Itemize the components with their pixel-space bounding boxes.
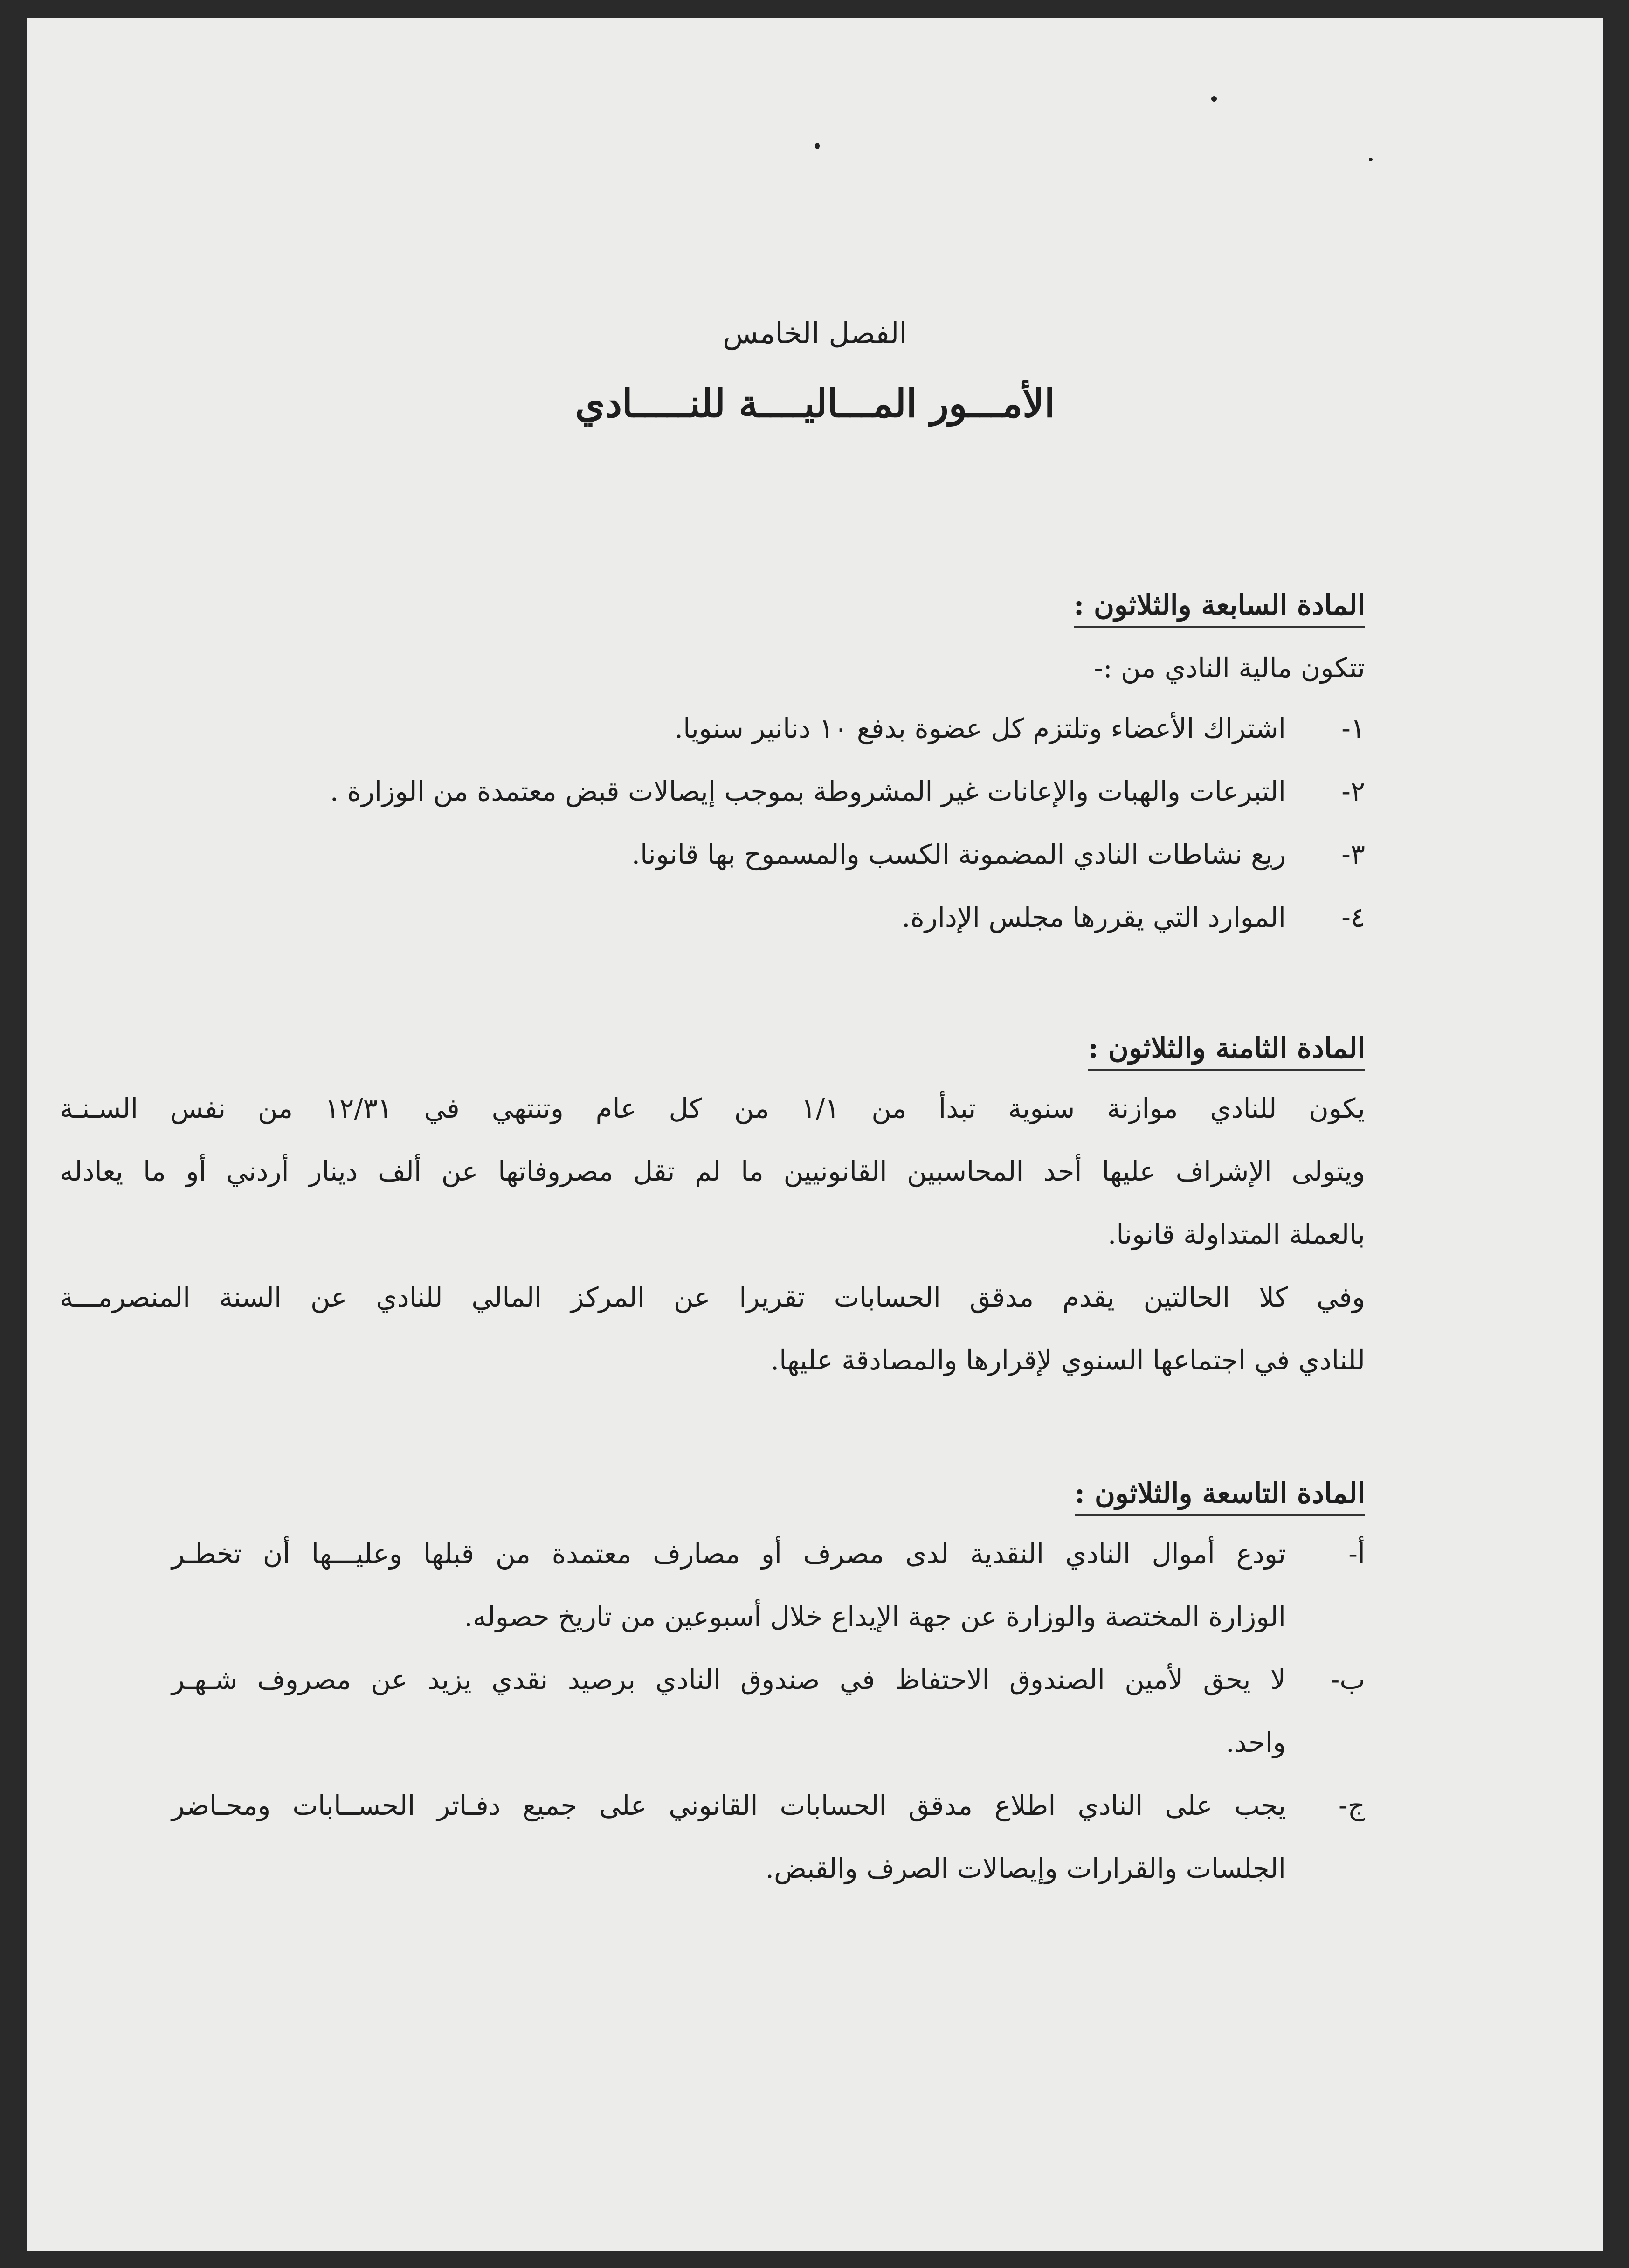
article-37-item-2-number: ٢-: [1341, 775, 1365, 807]
article-38-paragraph-line: وفي كلا الحالتين يقدم مدقق الحسابات تقريرا عن المركز المالي للنادي عن السنة المنصرمـــة: [60, 1281, 1365, 1313]
article-37-item-3-text: ريع نشاطات النادي المضمونة الكسب والمسموح بها قانونا.: [631, 838, 1286, 870]
article-38-heading: المادة الثامنة والثلاثون :: [1088, 1032, 1365, 1071]
article-38-paragraph-line: للنادي في اجتماعها السنوي لإقرارها والمصادقة عليها.: [770, 1344, 1365, 1376]
article-39-item-c-marker: ج-: [1338, 1790, 1365, 1821]
article-37-heading: المادة السابعة والثلاثون :: [1074, 589, 1365, 628]
article-37-intro: تتكون مالية النادي من :-: [1094, 652, 1365, 684]
article-38-paragraph-line: ويتولى الإشراف عليها أحد المحاسبين القانونيين ما لم تقل مصروفاتها عن ألف دينار أردني أو ما يعادله: [60, 1155, 1365, 1187]
article-37-item-1-number: ١-: [1341, 712, 1365, 744]
article-37-item-4-text: الموارد التي يقررها مجلس الإدارة.: [902, 901, 1286, 933]
article-37-item-3-number: ٣-: [1341, 838, 1365, 870]
article-39-item-a-line: تودع أموال النادي النقدية لدى مصرف أو مصارف معتمدة من قبلها وعليـــها أن تخطـر: [172, 1538, 1286, 1570]
article-37-item-2-text: التبرعات والهبات والإعانات غير المشروطة بموجب إيصالات قبض معتمدة من الوزارة .: [330, 775, 1286, 807]
article-39-item-c-line: الجلسات والقرارات وإيصالات الصرف والقبض.: [765, 1853, 1286, 1884]
chapter-label: الفصل الخامس: [723, 316, 907, 350]
article-39-item-a-marker: أ-: [1348, 1538, 1365, 1570]
article-38-paragraph-line: يكون للنادي موازنة سنوية تبدأ من ١/١ من كل عام وتنتهي في ١٢/٣١ من نفس السـنـة: [60, 1093, 1365, 1124]
document-page: [27, 18, 1603, 2251]
article-39-item-a-line: الوزارة المختصة والوزارة عن جهة الإيداع خلال أسبوعين من تاريخ حصوله.: [464, 1601, 1286, 1632]
article-39-item-c-line: يجب على النادي اطلاع مدقق الحسابات القانوني على جميع دفـاتر الحســابات ومحـاضر: [172, 1790, 1286, 1821]
article-38-paragraph-line: بالعملة المتداولة قانونا.: [1107, 1218, 1365, 1250]
article-39-item-b-line: لا يحق لأمين الصندوق الاحتفاظ في صندوق النادي برصيد نقدي يزيد عن مصروف شـهـر: [172, 1664, 1286, 1695]
article-39-item-b-marker: ب-: [1330, 1664, 1365, 1695]
article-37-item-4-number: ٤-: [1341, 901, 1365, 933]
article-39-heading: المادة التاسعة والثلاثون :: [1075, 1477, 1365, 1516]
page-title: الأمـــور المـــاليــــة للنـــــادي: [575, 381, 1055, 426]
article-37-item-1-text: اشتراك الأعضاء وتلتزم كل عضوة بدفع ١٠ دنانير سنويا.: [674, 712, 1286, 744]
article-39-item-b-line: واحد.: [1226, 1727, 1286, 1758]
